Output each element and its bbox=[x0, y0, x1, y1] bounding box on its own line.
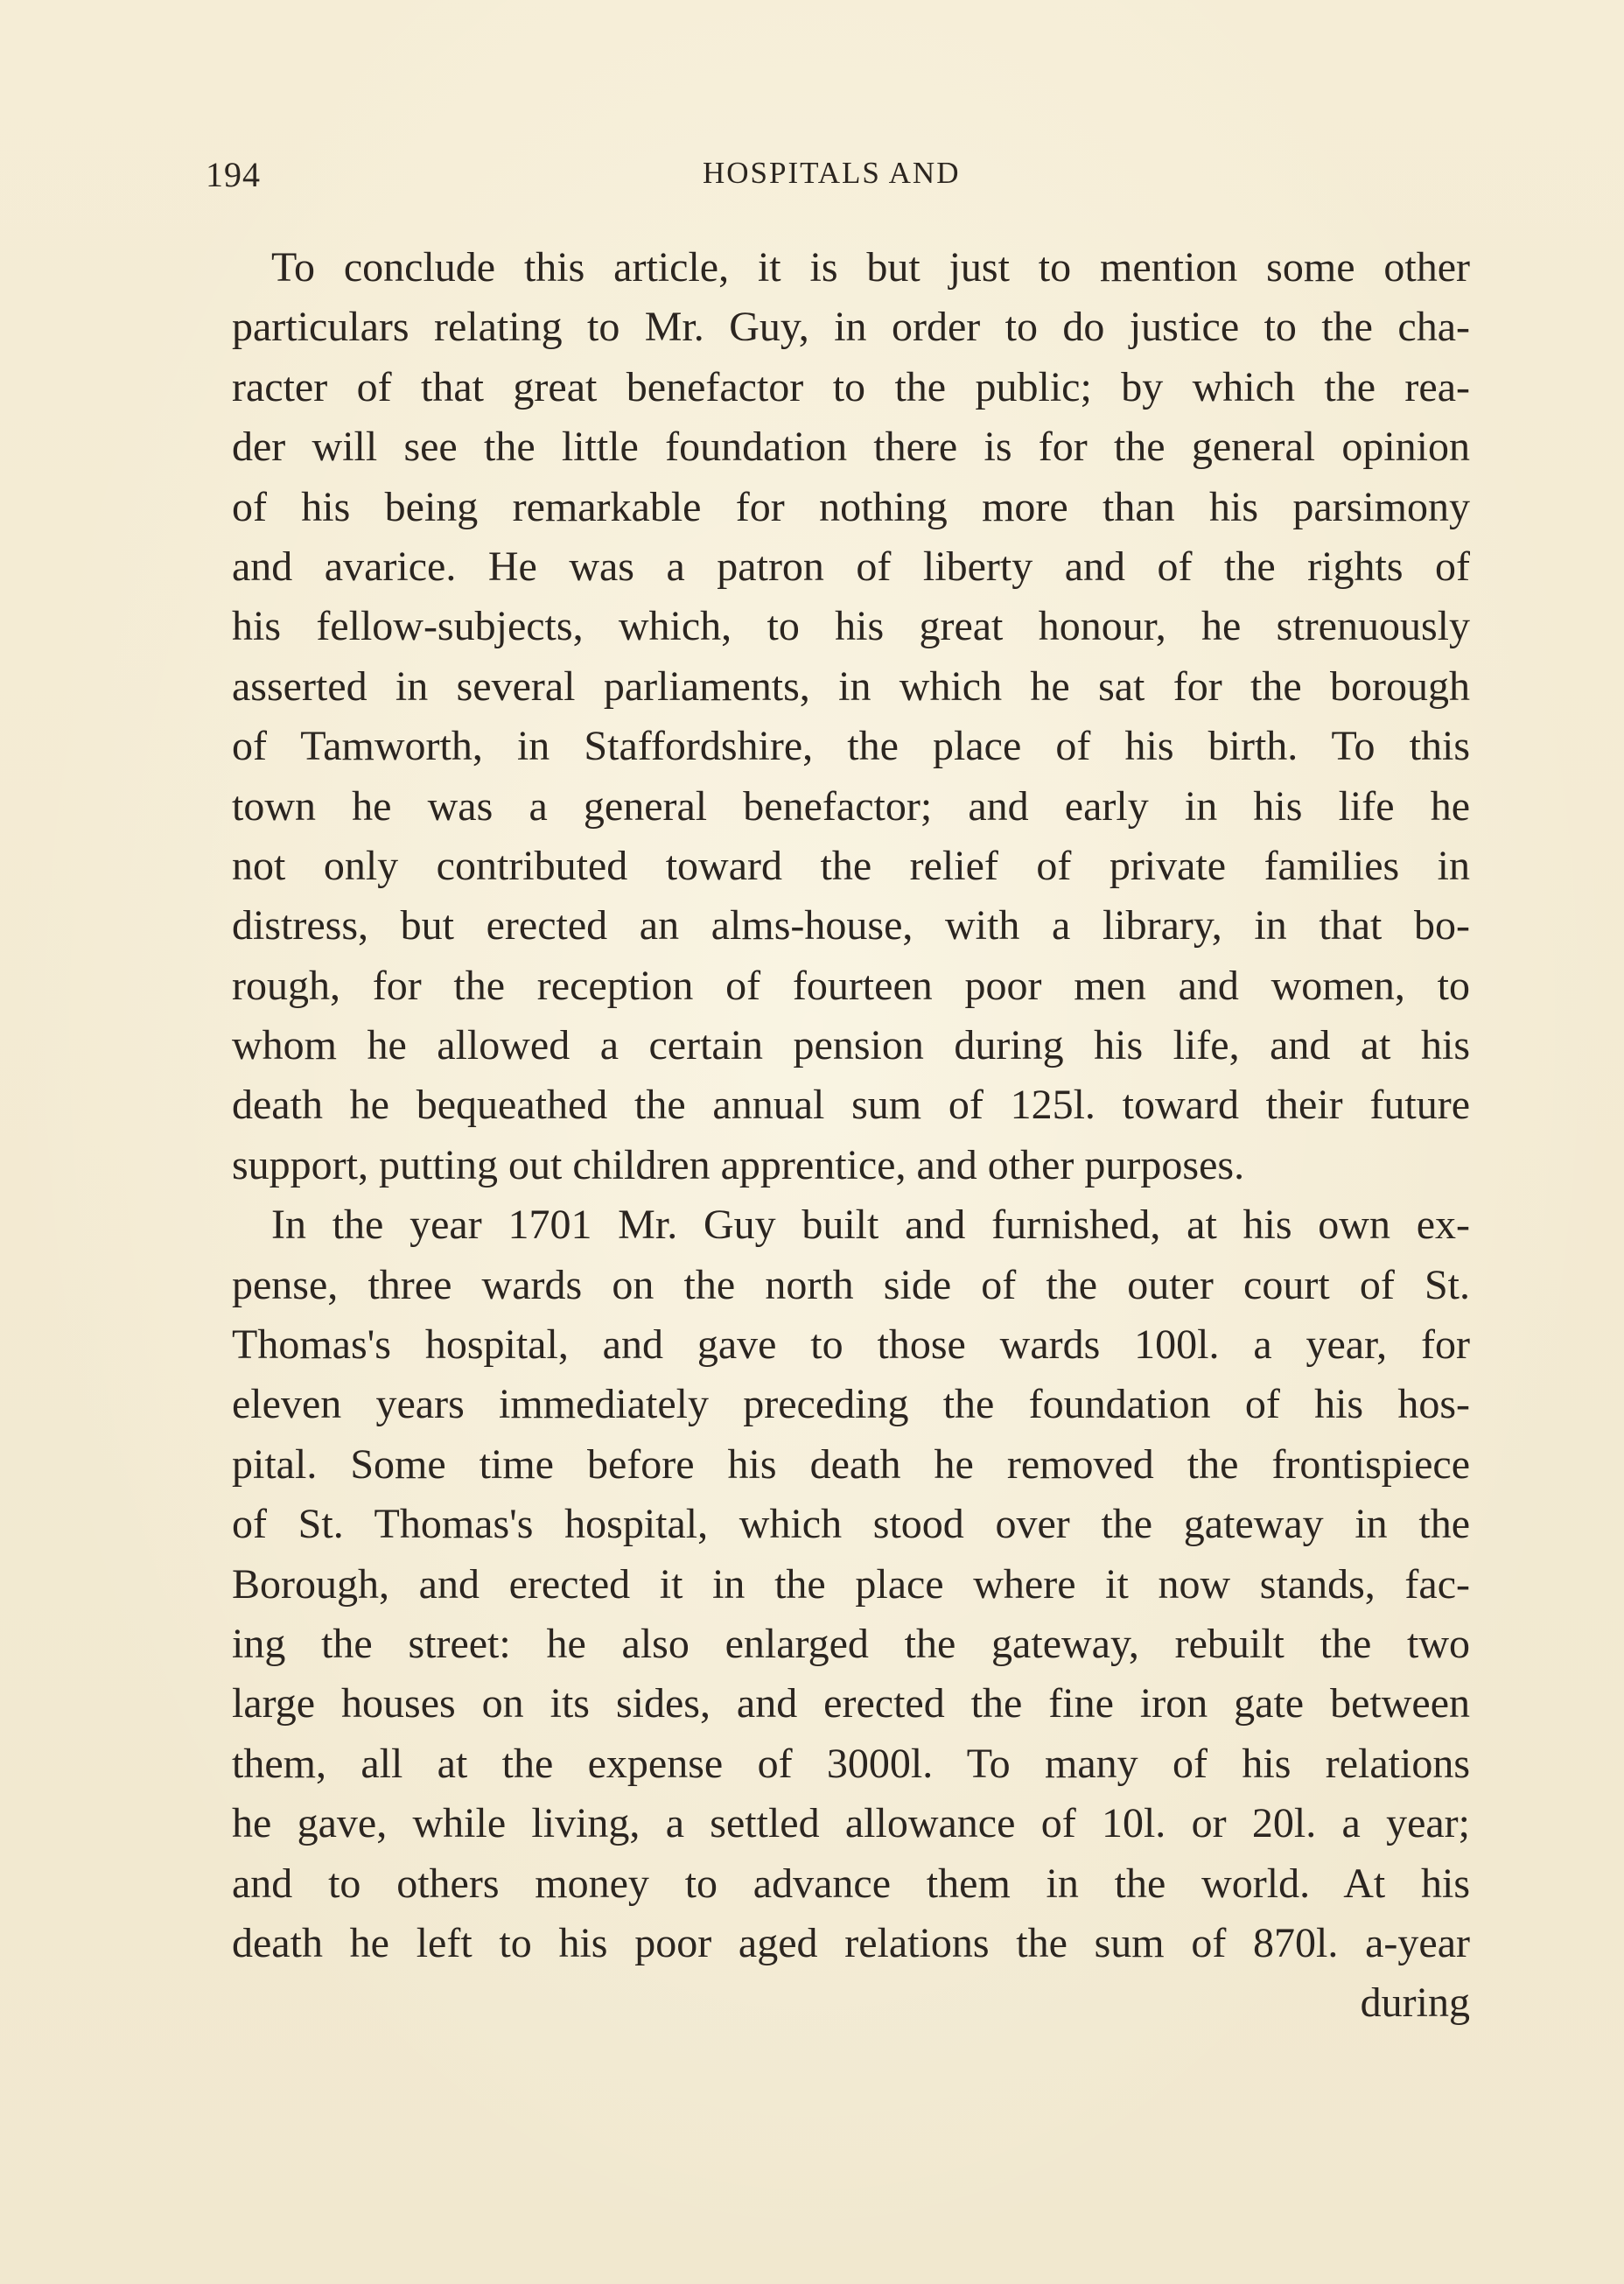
text-line: distress, but erected an alms-house, with a library, in that bo- bbox=[232, 902, 1470, 949]
text-line: pense, three wards on the north side of the outer court of St. bbox=[232, 1261, 1470, 1308]
text-line: In the year 1701 Mr. Guy built and furnished, at his own ex- bbox=[271, 1202, 1470, 1249]
text-line: of Tamworth, in Staffordshire, the place of his birth. To this bbox=[232, 723, 1470, 770]
text-line: not only contributed toward the relief of private families in bbox=[232, 842, 1470, 889]
text-line: eleven years immediately preceding the foundation of his hos- bbox=[232, 1381, 1470, 1428]
text-line: he gave, while living, a settled allowance of 10l. or 20l. a year; bbox=[232, 1800, 1470, 1847]
text-line: town he was a general benefactor; and early in his life he bbox=[232, 782, 1470, 830]
text-line: der will see the little foundation there is for the general opinion bbox=[232, 424, 1470, 471]
text-line: of his being remarkable for nothing more than his parsimony bbox=[232, 483, 1470, 530]
text-line: rough, for the reception of fourteen poor men and women, to bbox=[232, 962, 1470, 1009]
text-line: of St. Thomas's hospital, which stood over the gateway in the bbox=[232, 1501, 1470, 1548]
text-line: and avarice. He was a patron of liberty and of the rights of bbox=[232, 543, 1470, 590]
page-header bbox=[206, 154, 1474, 198]
body-text bbox=[232, 238, 1470, 2034]
text-line: whom he allowed a certain pension during his life, and at his bbox=[232, 1022, 1470, 1069]
text-line: pital. Some time before his death he removed the frontispiece bbox=[232, 1440, 1470, 1488]
text-line: To conclude this article, it is but just to mention some other bbox=[271, 244, 1470, 291]
text-line: particulars relating to Mr. Guy, in order to do justice to the cha- bbox=[232, 304, 1470, 351]
text-line: his fellow-subjects, which, to his great honour, he strenuously bbox=[232, 603, 1470, 650]
page-number: 194 bbox=[206, 155, 261, 194]
text-line: support, putting out children apprentice, and other purposes. bbox=[232, 1141, 1245, 1188]
text-line: Thomas's hospital, and gave to those wards 100l. a year, for bbox=[232, 1321, 1470, 1369]
text-line: ing the street: he also enlarged the gateway, rebuilt the two bbox=[232, 1620, 1470, 1667]
text-line: death he left to his poor aged relations the sum of 870l. a-year bbox=[232, 1919, 1470, 1966]
text-line: racter of that great benefactor to the public; by which the rea- bbox=[232, 363, 1470, 410]
text-line: large houses on its sides, and erected the fine iron gate between bbox=[232, 1680, 1470, 1727]
text-line: and to others money to advance them in the world. At his bbox=[232, 1860, 1470, 1907]
text-line: them, all at the expense of 3000l. To many of his relations bbox=[232, 1740, 1470, 1787]
text-line: asserted in several parliaments, in which he sat for the borough bbox=[232, 662, 1470, 710]
catchword: during bbox=[1360, 1979, 1470, 2027]
text-line: death he bequeathed the annual sum of 125l. toward their future bbox=[232, 1082, 1470, 1129]
running-head: HOSPITALS AND bbox=[703, 156, 961, 190]
text-line: Borough, and erected it in the place where it now stands, fac- bbox=[232, 1560, 1470, 1608]
